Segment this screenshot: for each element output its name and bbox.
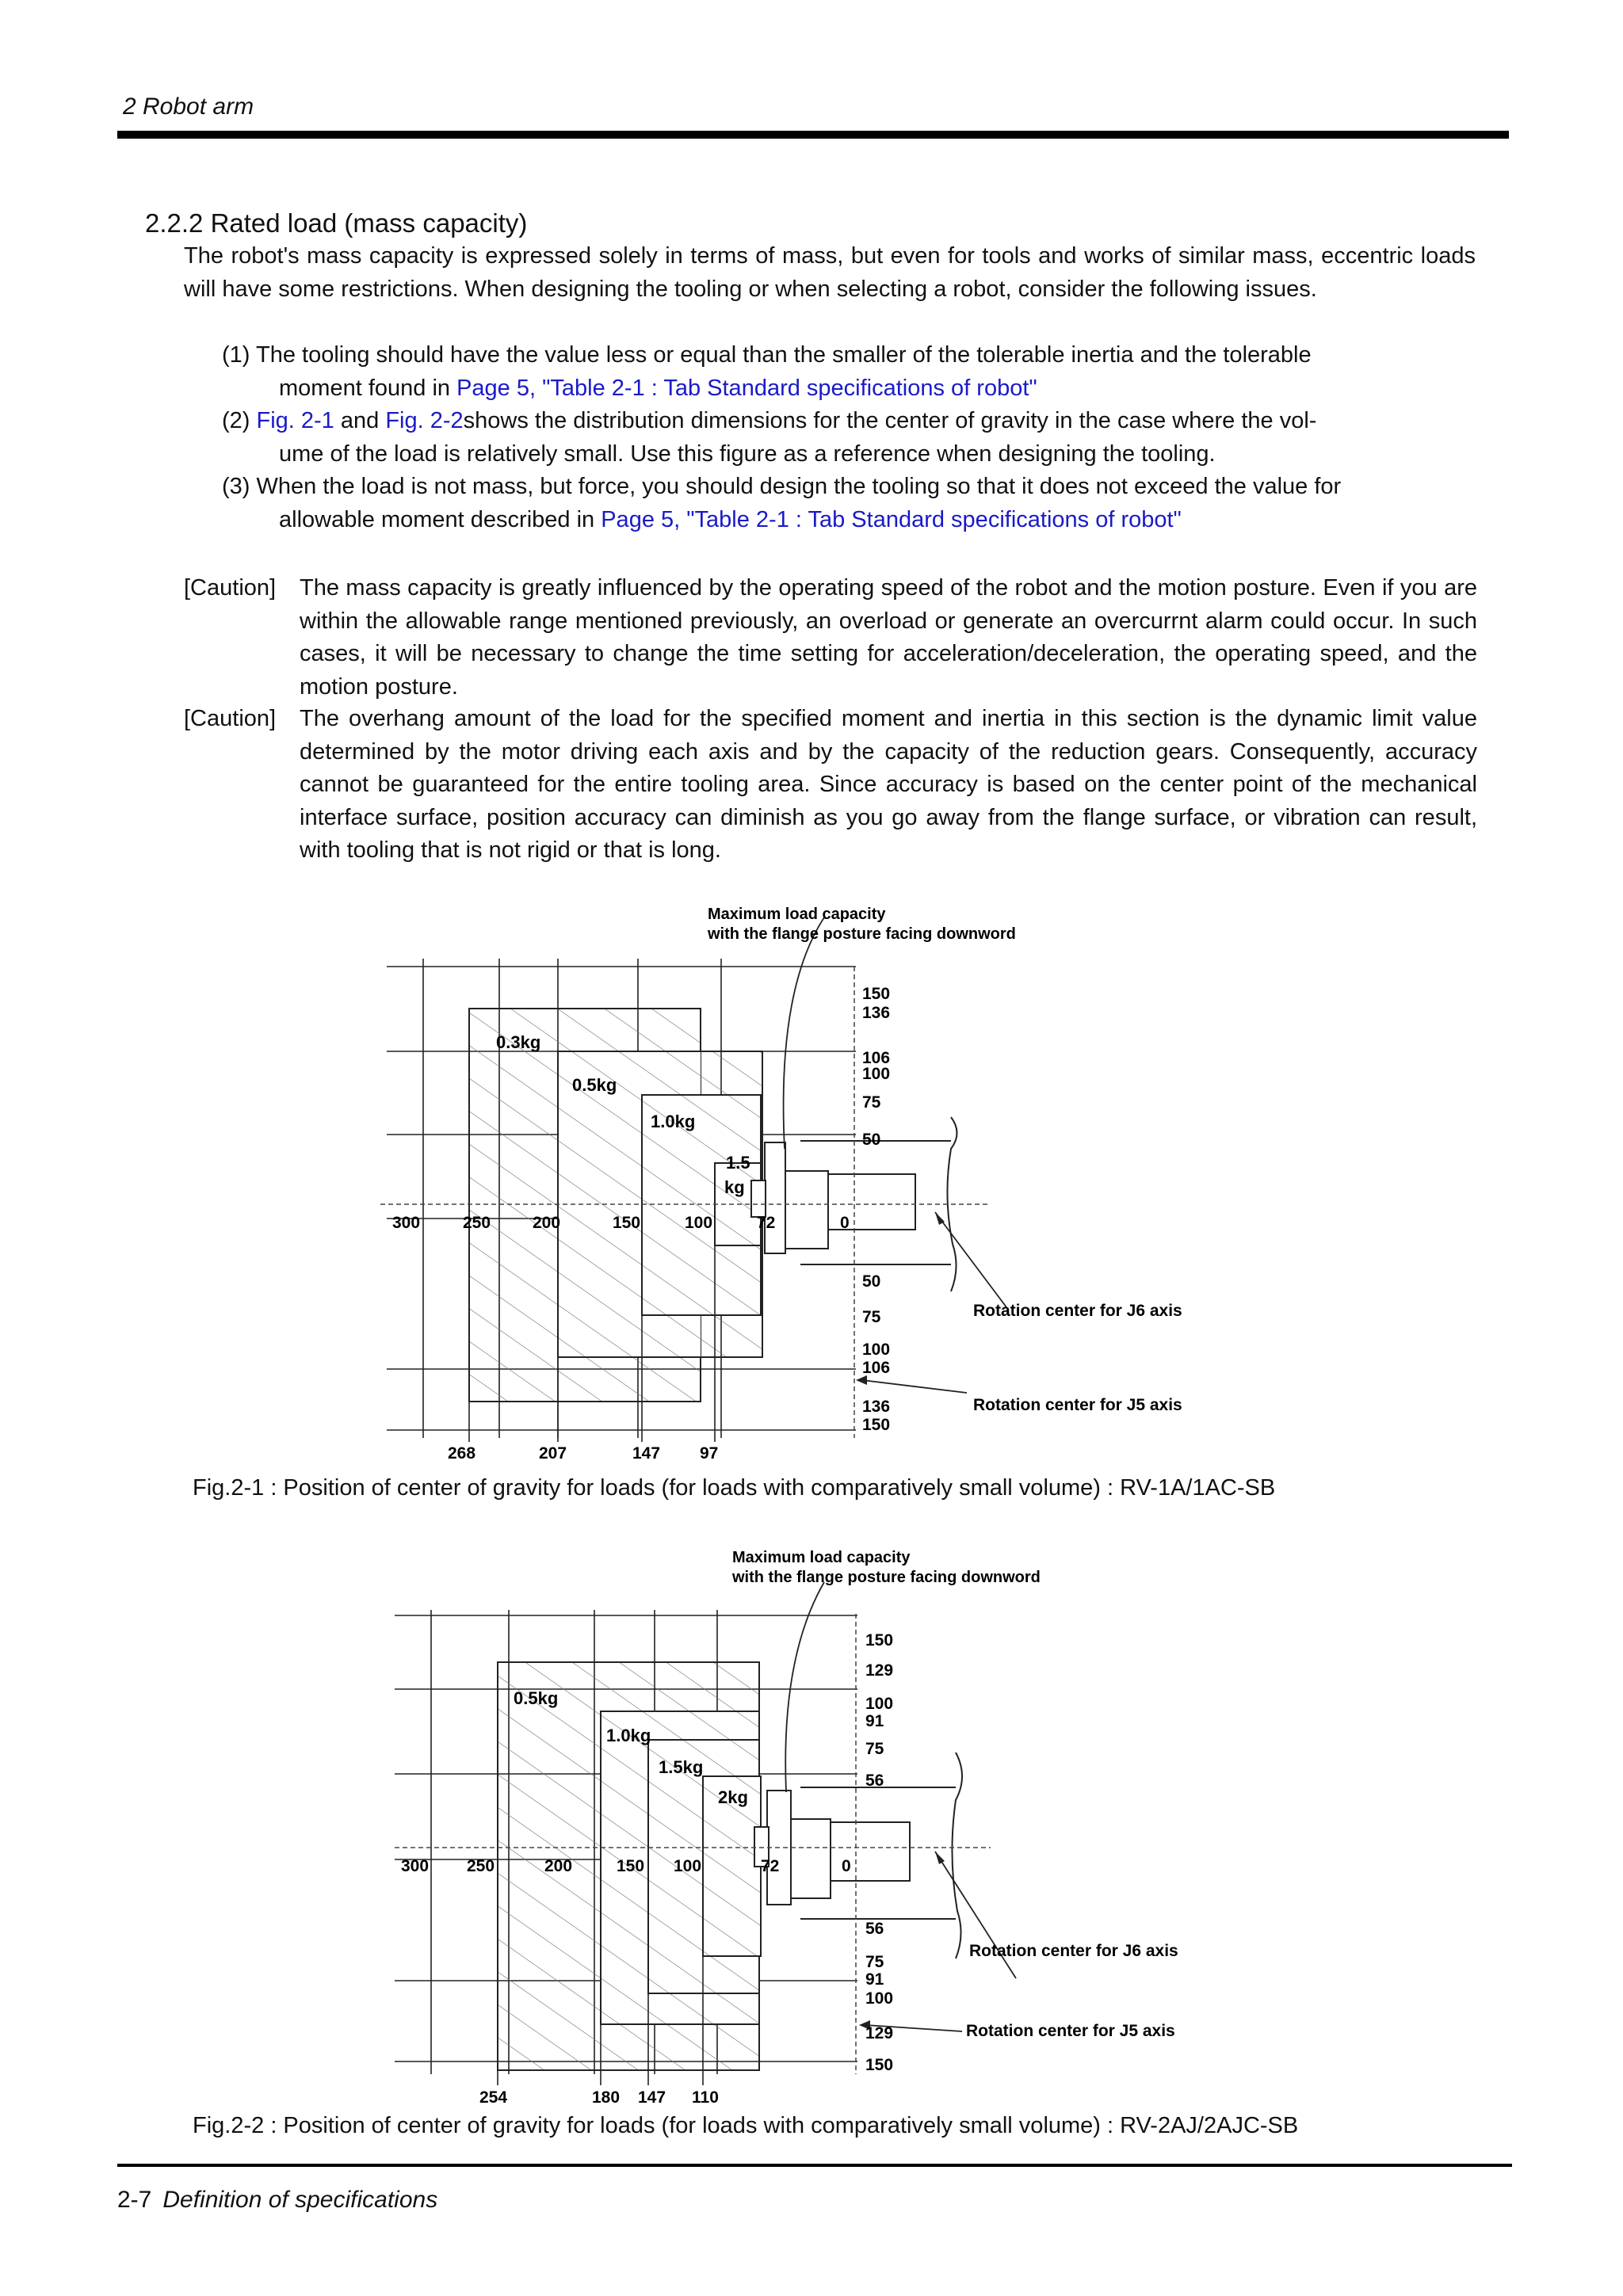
list-item-2 xyxy=(222,405,1316,471)
y-label: 129 xyxy=(865,1661,894,1680)
caution-tag: [Caution] xyxy=(184,575,277,601)
caution-2 xyxy=(184,703,1477,868)
y-label: 91 xyxy=(865,1970,884,1989)
mass-label: 0.5kg xyxy=(572,1075,617,1095)
figure-2-2-diagram xyxy=(301,1539,1252,2109)
caution-text: The overhang amount of the load for the specified moment and inertia in this section is the dynamic limit value determined by the motor driving each axis and by the capacity of the reduction gears. Consequently, accuracy cannot be guaranteed for the entire tooling area. Since accuracy is based on the center point of the mechanical interface surface, position accuracy can diminish as you go away from the flange surface, or vibration can result, with tooling that is not rigid or that is long. xyxy=(300,706,1477,863)
note-line-1: Maximum load capacity xyxy=(708,906,886,923)
fig-2-1-link[interactable]: Fig. 2-1 xyxy=(256,408,334,433)
x-label: 100 xyxy=(674,1857,702,1875)
y-label: 129 xyxy=(865,2024,894,2042)
x-label: 72 xyxy=(757,1214,776,1232)
x-label: 150 xyxy=(613,1214,641,1232)
x-label: 100 xyxy=(685,1214,713,1232)
item-text: shows the distribution dimensions for the center of gravity in the case where the vol- xyxy=(463,408,1317,433)
figure-2-1-diagram xyxy=(301,895,1252,1474)
note-line-2: with the flange posture facing downword xyxy=(732,1569,1041,1586)
bottom-label: 268 xyxy=(448,1444,476,1463)
item-text: When the load is not mass, but force, you should design the tooling so that it does not exceed the value for xyxy=(256,474,1342,499)
x-label: 0 xyxy=(840,1214,850,1232)
mass-label: 1.5kg xyxy=(659,1757,704,1777)
mass-label: 1.0kg xyxy=(606,1726,651,1745)
table-2-1-link[interactable]: Page 5, "Table 2-1 : Tab Standard specifications of robot" xyxy=(601,506,1182,532)
bottom-label: 147 xyxy=(638,2088,666,2107)
mass-label: 1.5 xyxy=(726,1153,750,1173)
j6-label: Rotation center for J6 axis xyxy=(969,1942,1178,1960)
x-label: 200 xyxy=(533,1214,561,1232)
j5-label: Rotation center for J5 axis xyxy=(973,1396,1182,1414)
running-header: 2 Robot arm xyxy=(123,93,254,120)
note-line-1: Maximum load capacity xyxy=(732,1549,911,1566)
y-label: 150 xyxy=(862,985,891,1003)
figure-2-1-caption: Fig.2-1 : Position of center of gravity for loads (for loads with comparatively small volume) : RV-1A/1AC-SB xyxy=(193,1475,1276,1501)
y-label: 75 xyxy=(862,1093,881,1112)
item-text-cont: allowable moment described in xyxy=(279,506,601,532)
y-label: 75 xyxy=(862,1308,881,1326)
x-label: 250 xyxy=(467,1857,495,1875)
x-label: 150 xyxy=(617,1857,645,1875)
header-rule xyxy=(117,131,1509,139)
y-label: 136 xyxy=(862,1398,891,1416)
item-text-cont: moment found in xyxy=(279,375,457,401)
y-label: 100 xyxy=(865,1989,894,2008)
list-item-1 xyxy=(222,339,1312,405)
x-label: 250 xyxy=(463,1214,491,1232)
y-label: 106 xyxy=(862,1359,891,1377)
y-label: 136 xyxy=(862,1004,891,1022)
mass-label: 0.5kg xyxy=(514,1688,559,1708)
caution-text: The mass capacity is greatly influenced by the operating speed of the robot and the motion posture. Even if you are within the allowable range mentioned previously, an overload or generate an overcurrnt alarm could occur. In such cases, it will be necessary to change the time setting for acceleration/deceleration, the operating speed, and the motion posture. xyxy=(300,575,1477,700)
bottom-label: 97 xyxy=(700,1444,719,1463)
figure-2-2-caption: Fig.2-2 : Position of center of gravity for loads (for loads with comparatively small volume) : RV-2AJ/2AJC-SB xyxy=(193,2113,1299,2138)
mass-label: 1.0kg xyxy=(651,1112,696,1131)
item-number: (3) xyxy=(222,474,257,499)
bottom-label: 180 xyxy=(592,2088,621,2107)
list-item-3 xyxy=(222,471,1341,536)
y-label: 75 xyxy=(865,1740,884,1758)
y-label: 150 xyxy=(865,2056,894,2074)
x-label: 300 xyxy=(401,1857,430,1875)
fig-2-2-link[interactable]: Fig. 2-2 xyxy=(385,408,464,433)
y-label: 150 xyxy=(862,1416,891,1434)
section-title: 2.2.2 Rated load (mass capacity) xyxy=(145,208,528,238)
bottom-label: 110 xyxy=(692,2088,719,2107)
item-number: (1) xyxy=(222,342,256,368)
y-label: 50 xyxy=(862,1272,881,1291)
note-line-2: with the flange posture facing downword xyxy=(708,925,1016,943)
mass-label: kg xyxy=(724,1177,745,1197)
bottom-label: 207 xyxy=(539,1444,567,1463)
table-2-1-link[interactable]: Page 5, "Table 2-1 : Tab Standard specifications of robot" xyxy=(456,375,1037,401)
bottom-label: 147 xyxy=(632,1444,661,1463)
footer xyxy=(117,2187,437,2214)
caution-1 xyxy=(184,572,1477,704)
item-number: (2) xyxy=(222,408,257,433)
j5-label: Rotation center for J5 axis xyxy=(966,2022,1175,2040)
item-text-cont: ume of the load is relatively small. Use this figure as a reference when designing the tooling. xyxy=(279,441,1216,467)
j6-label: Rotation center for J6 axis xyxy=(973,1302,1182,1320)
y-label: 56 xyxy=(865,1772,884,1790)
y-label: 50 xyxy=(862,1131,881,1149)
y-label: 91 xyxy=(865,1712,884,1730)
x-label: 200 xyxy=(544,1857,573,1875)
x-label: 72 xyxy=(761,1857,780,1875)
y-label: 100 xyxy=(865,1695,894,1713)
footer-title: Definition of specifications xyxy=(162,2187,438,2213)
y-label: 106 xyxy=(862,1049,891,1067)
bottom-label: 254 xyxy=(479,2088,508,2107)
mass-label: 0.3kg xyxy=(496,1032,541,1052)
x-label: 300 xyxy=(392,1214,421,1232)
item-text: The tooling should have the value less or equal than the smaller of the tolerable inertia and the tolerable xyxy=(255,342,1312,368)
x-label: 0 xyxy=(842,1857,851,1875)
y-label: 150 xyxy=(865,1631,894,1650)
y-label: 56 xyxy=(865,1920,884,1938)
y-label: 100 xyxy=(862,1341,891,1359)
page-number: 2-7 xyxy=(117,2187,152,2213)
y-label: 75 xyxy=(865,1953,884,1971)
item-text: and xyxy=(334,408,386,433)
y-label: 100 xyxy=(862,1065,891,1083)
intro-paragraph: The robot's mass capacity is expressed solely in terms of mass, but even for tools and works of similar mass, eccentric loads will have some restrictions. When designing the tooling or when selecting a robot, consider the following issues. xyxy=(184,243,1476,302)
caution-tag: [Caution] xyxy=(184,706,277,731)
mass-label: 2kg xyxy=(718,1787,748,1807)
footer-rule xyxy=(117,2164,1512,2167)
